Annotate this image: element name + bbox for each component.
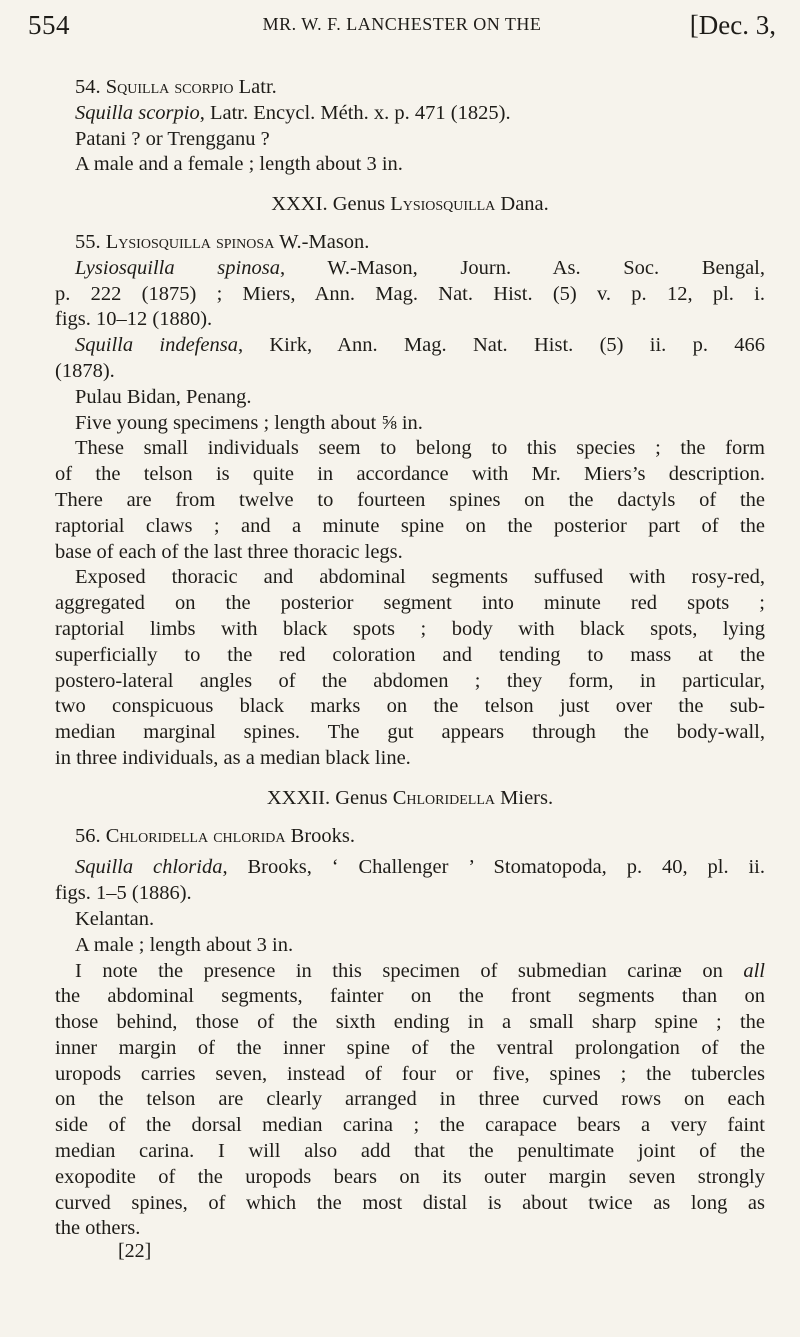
text-line: the others. <box>55 1217 141 1240</box>
running-title: MR. W. F. LANCHESTER ON THE <box>262 14 542 34</box>
text-line: curved spines, of which the most distal is about twice as long as <box>55 1191 765 1214</box>
text-line: raptorial limbs with black spots ; body with black spots, lying <box>55 617 765 640</box>
reference-line: (1878). <box>55 359 115 382</box>
text-line: two conspicuous black marks on the telson just over the sub- <box>55 695 765 718</box>
reference-line: p. 222 (1875) ; Miers, Ann. Mag. Nat. Hist. (5) v. p. 12, pl. i. <box>55 282 765 305</box>
locality: Kelantan. <box>75 907 155 930</box>
genus-label: XXXI. Genus <box>271 193 386 216</box>
species-heading-54 <box>55 75 765 101</box>
genus-heading-32 <box>55 786 765 812</box>
reference-line <box>55 855 765 881</box>
species-number: 56. <box>75 824 101 847</box>
genus-name: Lysiosquilla <box>390 193 496 216</box>
reference-taxon: Squilla scorpio <box>75 101 200 124</box>
species-name: Chloridella chlorida <box>105 824 286 847</box>
text-line <box>55 959 765 985</box>
text-line: aggregated on the posterior segment into minute red spots ; <box>55 592 765 615</box>
genus-authority: Miers. <box>500 786 554 809</box>
signature-mark: [22] <box>118 1240 152 1262</box>
genus-name: Chloridella <box>392 786 496 809</box>
text-line: These small individuals seem to belong to this species ; the form <box>75 437 765 460</box>
reference-line: figs. 10–12 (1880). <box>55 308 213 331</box>
text-line: There are from twelve to fourteen spines on the dactyls of the <box>55 488 765 511</box>
page-header <box>28 8 776 44</box>
species-number: 54. <box>75 76 101 98</box>
reference-taxon: Squilla chlorida <box>75 856 223 879</box>
text-line: median carina. I will also add that the penultimate joint of the <box>55 1140 765 1163</box>
text-line: on the telson are clearly arranged in three curved rows on each <box>55 1088 765 1111</box>
reference-citation: , Kirk, Ann. Mag. Nat. Hist. (5) ii. p. 466 <box>237 334 765 357</box>
specimens: Five young specimens ; length about ⅝ in. <box>75 411 423 434</box>
text-line: median marginal spines. The gut appears through the body-wall, <box>55 721 765 744</box>
text-line: base of each of the last three thoracic legs. <box>55 540 403 563</box>
reference-citation: , W.-Mason, Journ. As. Soc. Bengal, <box>279 256 766 279</box>
reference-taxon: Lysiosquilla spinosa <box>75 256 280 279</box>
specimens: A male and a female ; length about 3 in. <box>75 153 403 176</box>
text-line: side of the dorsal median carina ; the carapace bears a very faint <box>55 1114 765 1137</box>
text-line: Exposed thoracic and abdominal segments suffused with rosy-red, <box>75 566 765 589</box>
text-line: in three individuals, as a median black line. <box>55 746 411 769</box>
text-line: inner margin of the inner spine of the ventral prolongation of the <box>55 1036 765 1059</box>
species-authority: Latr. <box>238 76 277 98</box>
reference-line <box>55 256 765 282</box>
text-line: exopodite of the uropods bears on its outer margin seven strongly <box>55 1165 765 1188</box>
text-line: raptorial claws ; and a minute spine on the posterior part of the <box>55 514 765 537</box>
genus-label: XXXII. Genus <box>266 786 388 809</box>
text-line: uropods carries seven, instead of four or five, spines ; the tubercles <box>55 1062 765 1085</box>
species-authority: W.-Mason. <box>279 230 370 253</box>
text-line: of the telson is quite in accordance with Mr. Miers’s description. <box>55 463 765 486</box>
reference-line: figs. 1–5 (1886). <box>55 882 192 905</box>
locality: Pulau Bidan, Penang. <box>75 385 252 408</box>
species-number: 55. <box>75 230 101 253</box>
genus-heading-31 <box>55 192 765 218</box>
reference-taxon: Squilla indefensa <box>75 334 238 357</box>
page-number: 554 <box>28 10 70 40</box>
species-heading-56 <box>55 824 765 850</box>
species-heading-55 <box>55 230 765 256</box>
specimens: A male ; length about 3 in. <box>75 933 294 956</box>
reference-line <box>55 101 765 127</box>
text-line: those behind, those of the sixth ending in a small sharp spine ; the <box>55 1011 765 1034</box>
emphasis: all <box>743 959 765 982</box>
text-line: the abdominal segments, fainter on the front segments than on <box>55 985 765 1008</box>
header-date: [Dec. 3, <box>689 10 776 40</box>
species-name: Squilla scorpio <box>105 76 234 98</box>
species-name: Lysiosquilla spinosa <box>105 230 275 253</box>
reference-citation: , Latr. Encycl. Méth. x. p. 471 (1825). <box>199 101 511 124</box>
reference-citation: , Brooks, ‘ Challenger ’ Stomatopoda, p. 40, pl. ii. <box>222 856 765 879</box>
species-authority: Brooks. <box>290 824 356 847</box>
genus-authority: Dana. <box>500 193 549 216</box>
text-line: superficially to the red coloration and tending to mass at the <box>55 643 765 666</box>
locality: Patani ? or Trengganu ? <box>75 127 270 150</box>
reference-line <box>55 333 765 359</box>
page-body <box>55 75 765 1242</box>
text-line: postero-lateral angles of the abdomen ; they form, in particular, <box>55 669 765 692</box>
text-span: I note the presence in this specimen of submedian carinæ on <box>75 959 744 982</box>
